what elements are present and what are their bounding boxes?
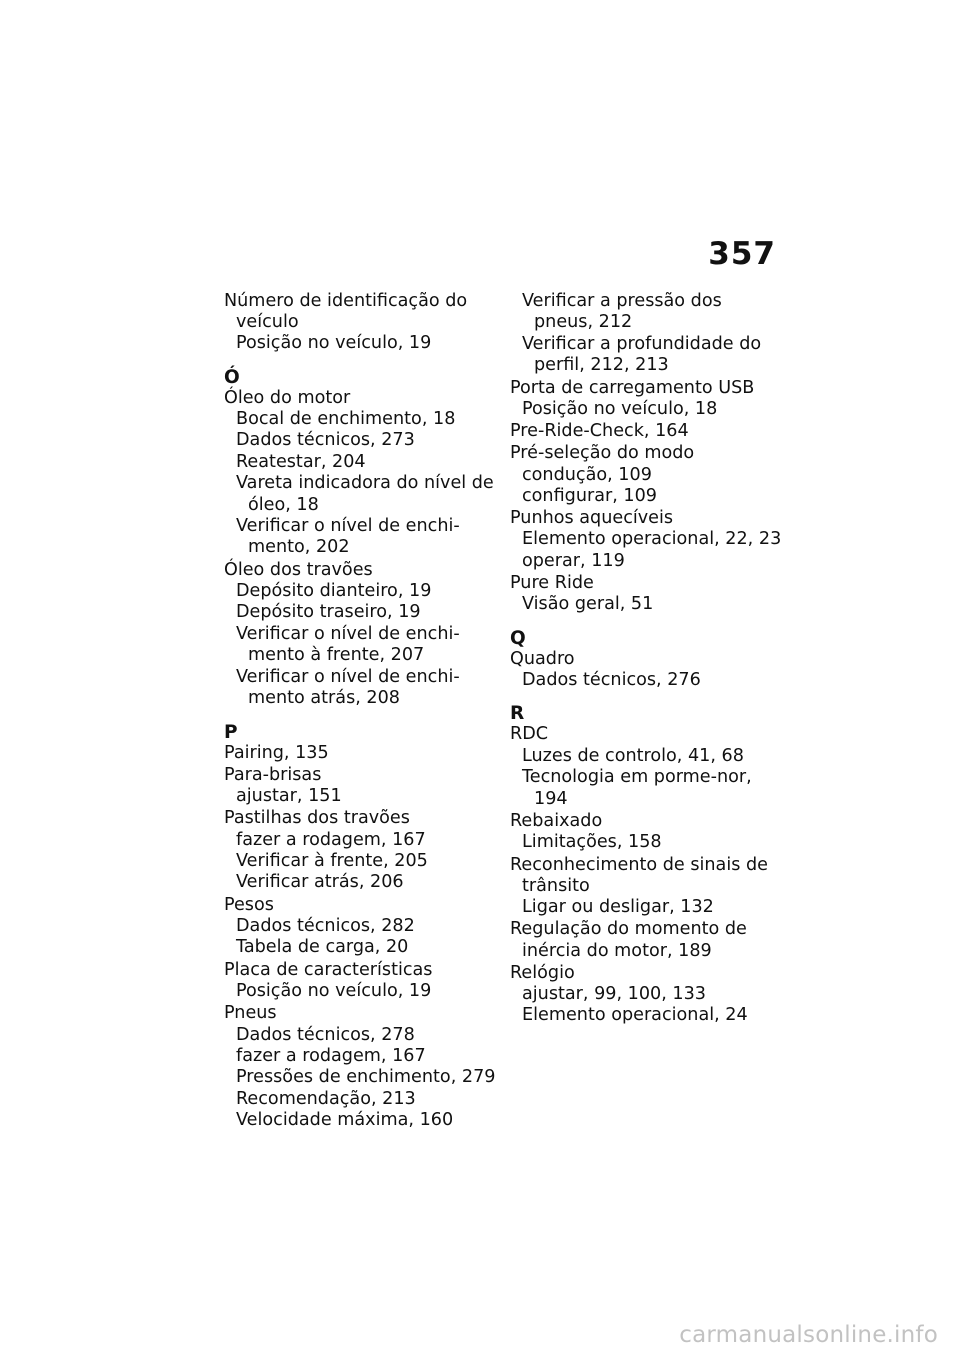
- index-column-left: [224, 291, 499, 1133]
- index-entry: [224, 743, 499, 764]
- index-subentry: Verificar atrás, 206: [236, 872, 404, 893]
- index-entry: [510, 649, 785, 692]
- index-entry: [510, 291, 785, 377]
- index-term: Quadro: [510, 648, 575, 669]
- index-subentry: Elemento operacional, 22, 23: [522, 529, 782, 550]
- index-entry: [224, 291, 499, 355]
- index-subentry: Posição no veículo, 19: [236, 980, 432, 1001]
- index-subentry: Pressões de enchimento, 279: [236, 1067, 496, 1088]
- index-entry: [510, 919, 785, 961]
- index-term: Punhos aquecíveis: [510, 508, 674, 529]
- index-term: Pastilhas dos travões: [224, 808, 410, 829]
- index-subentry: Tabela de carga, 20: [236, 937, 409, 958]
- index-subentry: ajustar, 151: [236, 785, 342, 806]
- index-letter-heading: P: [224, 721, 238, 743]
- index-term: Pneus: [224, 1003, 277, 1024]
- index-entry: [510, 378, 785, 421]
- index-term: Relógio: [510, 962, 575, 983]
- index-term: Pairing, 135: [224, 742, 329, 763]
- index-term: Rebaixado: [510, 810, 603, 831]
- index-subentry: Dados técnicos, 276: [522, 670, 701, 691]
- page-number: 357: [708, 236, 776, 272]
- index-subentry: Limitações, 158: [522, 832, 662, 853]
- index-term: Regulação do momento de inércia do motor, 189: [510, 919, 747, 961]
- index-entry: [510, 963, 785, 1027]
- index-subentry: Depósito dianteiro, 19: [236, 581, 432, 602]
- index-entry: [510, 724, 785, 809]
- index-entry: [224, 1003, 499, 1131]
- index-subentry: Verificar o nível de enchi-mento, 202: [236, 516, 460, 558]
- index-subentry: Vareta indicadora do nível de óleo, 18: [236, 473, 494, 515]
- index-term: Óleo dos travões: [224, 559, 373, 580]
- index-subentry: Velocidade máxima, 160: [236, 1110, 454, 1131]
- index-entry: [510, 573, 785, 616]
- index-subentry: operar, 119: [522, 550, 625, 571]
- index-letter-heading: R: [510, 703, 525, 725]
- index-term: Pure Ride: [510, 573, 594, 594]
- index-entry: [510, 508, 785, 572]
- index-subentry: Posição no veículo, 19: [236, 333, 432, 354]
- index-subentry: configurar, 109: [522, 485, 658, 506]
- index-subentry: Visão geral, 51: [522, 594, 654, 615]
- index-entry: [510, 443, 785, 507]
- index-letter-heading: Ó: [224, 366, 240, 388]
- index-term: Óleo do motor: [224, 387, 351, 408]
- index-subentry: Posição no veículo, 18: [522, 398, 718, 419]
- index-subentry: Depósito traseiro, 19: [236, 602, 421, 623]
- index-term: Pesos: [224, 894, 274, 915]
- index-subentry: Dados técnicos, 273: [236, 430, 415, 451]
- watermark-link[interactable]: carmanualsonline.info: [679, 1322, 938, 1348]
- index-subentry: fazer a rodagem, 167: [236, 829, 426, 850]
- index-entry: [224, 895, 499, 959]
- index-entry: [224, 388, 499, 559]
- index-entry: [510, 811, 785, 854]
- index-entry: [224, 765, 499, 808]
- index-subentry: Verificar à frente, 205: [236, 850, 428, 871]
- index-subentry: Verificar a pressão dos pneus, 212: [522, 291, 722, 333]
- index-subentry: Luzes de controlo, 41, 68: [522, 745, 744, 766]
- index-term: Pré-seleção do modo condução, 109: [510, 443, 695, 485]
- index-subentry: Dados técnicos, 282: [236, 915, 415, 936]
- index-term: Para-brisas: [224, 764, 322, 785]
- index-subentry: fazer a rodagem, 167: [236, 1045, 426, 1066]
- index-letter-heading: Q: [510, 627, 526, 649]
- index-subentry: Ligar ou desligar, 132: [522, 896, 714, 917]
- index-entry: [224, 808, 499, 893]
- index-subentry: Verificar o nível de enchi-mento atrás, 208: [236, 666, 460, 709]
- index-subentry: Elemento operacional, 24: [522, 1005, 748, 1026]
- index-subentry: Verificar o nível de enchi-mento à frente, 207: [236, 623, 460, 666]
- index-entry: [510, 421, 785, 442]
- index-term: Reconhecimento de sinais de trânsito: [510, 854, 768, 896]
- index-subentry: Reatestar, 204: [236, 451, 366, 472]
- index-term: RDC: [510, 724, 549, 745]
- index-subentry: ajustar, 99, 100, 133: [522, 983, 707, 1004]
- index-term: Número de identificação do veículo: [224, 291, 468, 333]
- index-subentry: Verificar a profundidade do perfil, 212, 213: [522, 333, 762, 376]
- index-term: Porta de carregamento USB: [510, 377, 755, 398]
- index-subentry: Dados técnicos, 278: [236, 1024, 415, 1045]
- index-column-right: [510, 291, 785, 1028]
- index-entry: [224, 560, 499, 710]
- index-entry: [510, 855, 785, 919]
- index-entry: [224, 960, 499, 1003]
- index-subentry: Bocal de enchimento, 18: [236, 409, 456, 430]
- index-term: Placa de características: [224, 959, 433, 980]
- index-term: Pre-Ride-Check, 164: [510, 421, 689, 442]
- index-subentry: Recomendação, 213: [236, 1088, 416, 1109]
- index-subentry: Tecnologia em porme-nor, 194: [522, 767, 752, 809]
